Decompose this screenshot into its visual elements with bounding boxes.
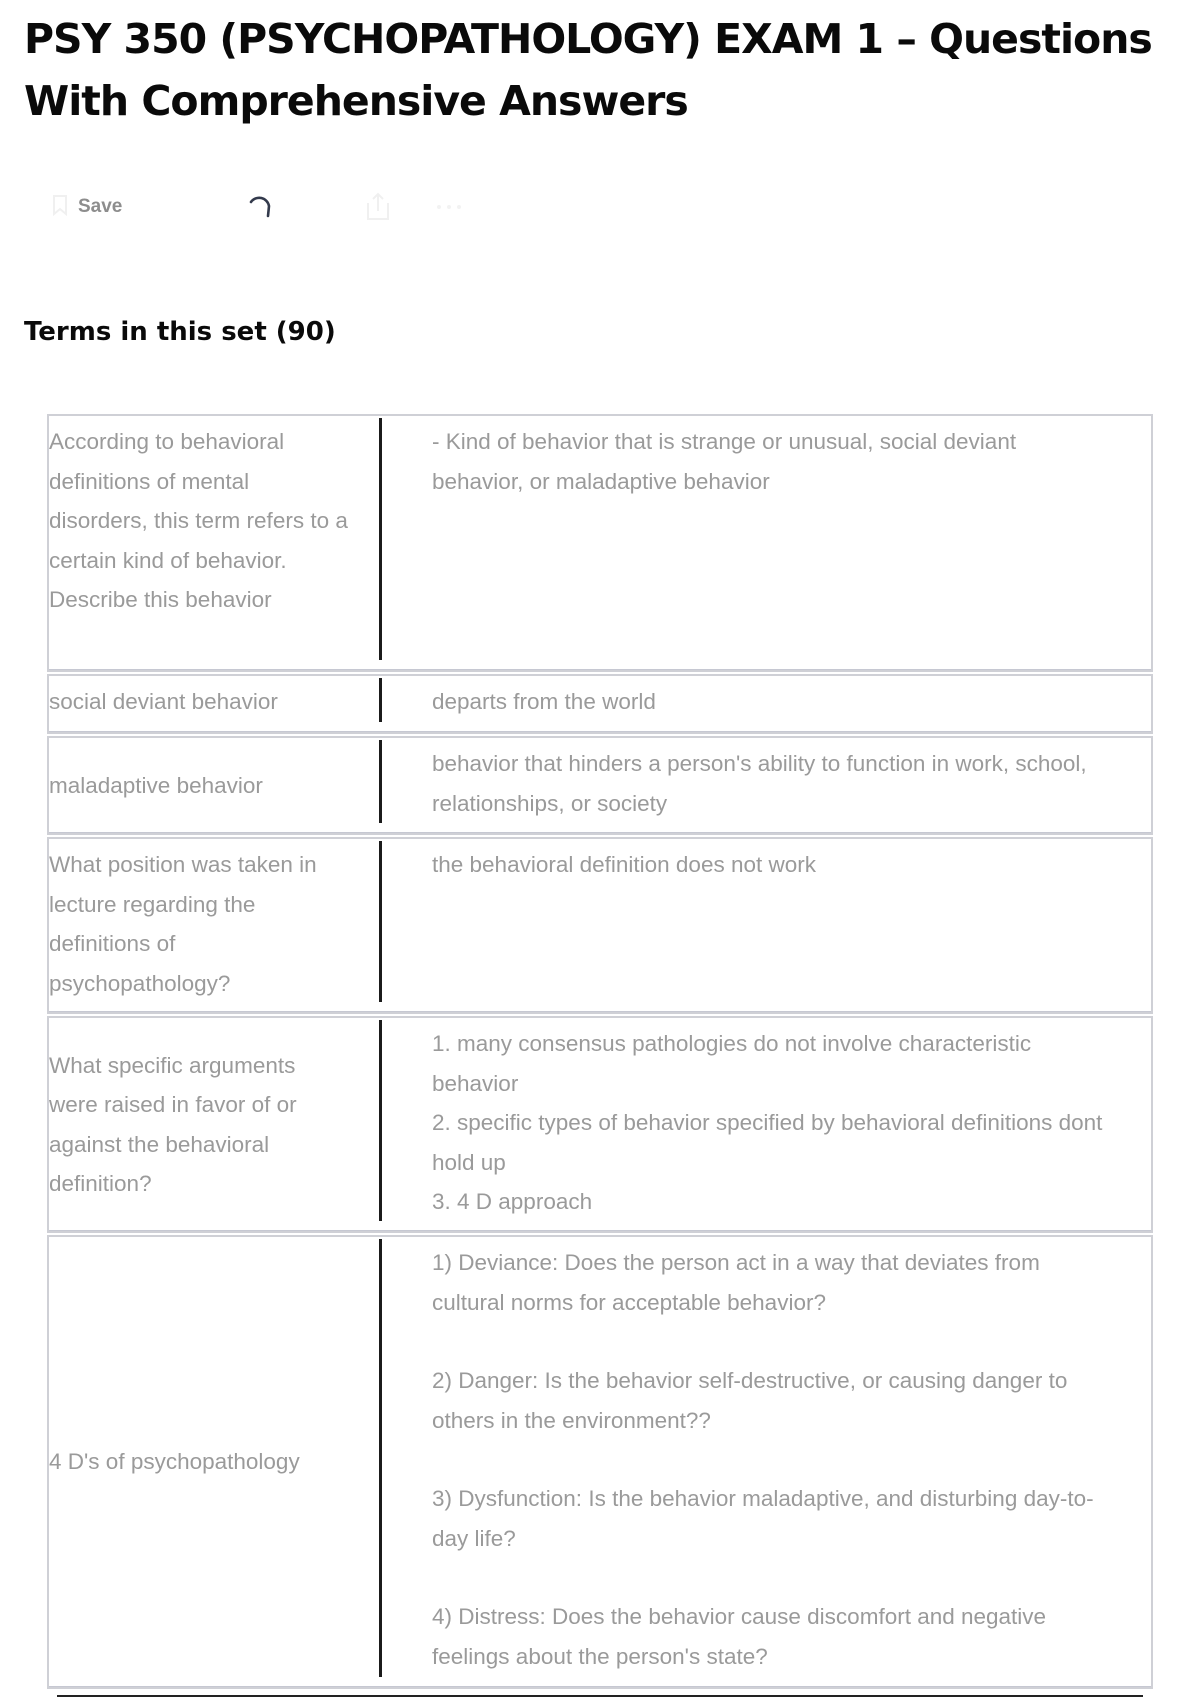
term-question: 4 D's of psychopathology xyxy=(49,1449,300,1475)
loading-spinner-icon xyxy=(245,192,275,226)
bookmark-icon xyxy=(52,194,68,220)
document-title: PSY 350 (PSYCHOPATHOLOGY) EXAM 1 – Questions With Comprehensive Answers xyxy=(24,15,1152,125)
share-icon[interactable] xyxy=(365,192,391,226)
page-bottom-rule xyxy=(57,1695,1143,1697)
term-question: What position was taken in lecture regarding the definitions of psychopathology? xyxy=(49,852,317,996)
term-row xyxy=(47,414,1153,672)
term-answer: departs from the world xyxy=(432,689,656,714)
toolbar xyxy=(52,192,512,222)
term-question: maladaptive behavior xyxy=(49,772,263,798)
term-answer: behavior that hinders a person's ability to function in work, school, relationships, or society xyxy=(432,751,1087,816)
terms-list xyxy=(47,414,1153,1691)
more-icon[interactable] xyxy=(432,192,466,226)
term-row xyxy=(47,1235,1153,1689)
save-button[interactable] xyxy=(52,192,122,222)
term-row xyxy=(47,736,1153,835)
term-row xyxy=(47,837,1153,1014)
save-button-label: Save xyxy=(78,196,123,217)
term-answer: the behavioral definition does not work xyxy=(432,852,816,877)
term-answer: 1. many consensus pathologies do not involve characteristic behavior 2. specific types of behavior specified by behavioral definitions dont hold up 3. 4 D approach xyxy=(432,1031,1103,1214)
term-row xyxy=(47,674,1153,734)
terms-count-heading: Terms in this set (90) xyxy=(24,317,336,347)
term-question: What specific arguments were raised in favor of or against the behavioral definition? xyxy=(49,1052,297,1196)
term-row xyxy=(47,1016,1153,1233)
term-question: According to behavioral definitions of mental disorders, this term refers to a certain kind of behavior. Describe this behavior xyxy=(49,429,348,612)
term-question: social deviant behavior xyxy=(49,689,278,714)
term-answer: - Kind of behavior that is strange or unusual, social deviant behavior, or maladaptive behavior xyxy=(432,429,1017,494)
term-answer: 1) Deviance: Does the person act in a way that deviates from cultural norms for acceptable behavior? 2) Danger: Is the behavior self-destructive, or causing danger to others in the environment?? 3) Dysfunction: Is the behavior maladaptive, and disturbing day-to-day life? 4) Distress: Does the behavior cause discomfort and negative feelings about the person's state? xyxy=(432,1250,1094,1669)
